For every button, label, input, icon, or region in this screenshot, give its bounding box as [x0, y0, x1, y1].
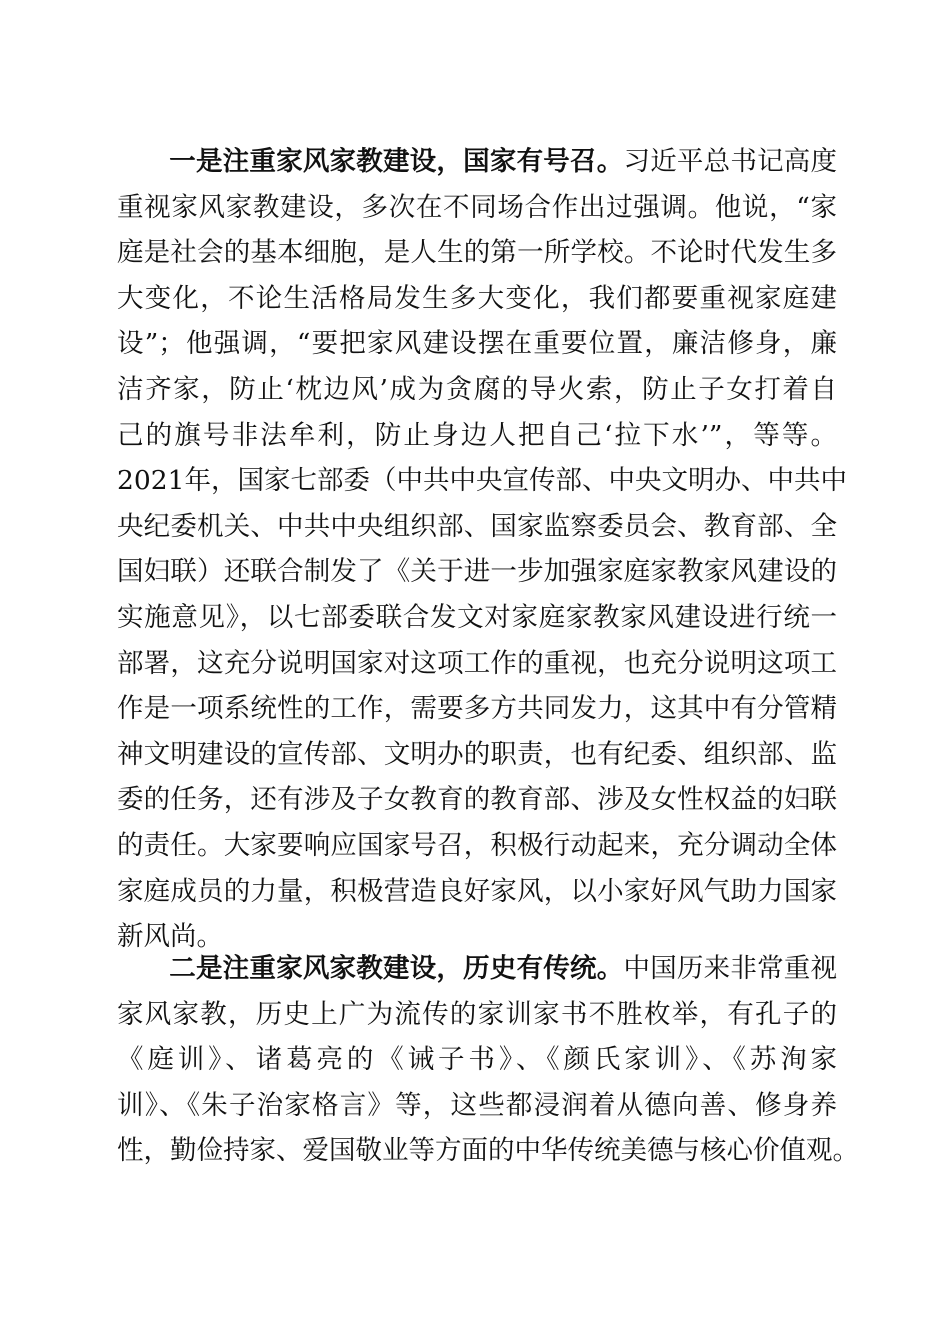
paragraph-national-call [117, 139, 847, 960]
paragraph-lead-heading: 一是注重家风家教建设，国家有号召。 [169, 146, 624, 177]
paragraph-line: 庭是社会的基本细胞，是人生的第一所学校。不论时代发生多 [117, 237, 837, 269]
paragraph-line: 实施意见》，以七部委联合发文对家庭家教家风建设进行统一 [117, 601, 837, 633]
paragraph-text: 习近平总书记高度 [623, 146, 838, 177]
paragraph-text: 中国历来非常重视 [623, 953, 838, 984]
paragraph-line: 神文明建设的宣传部、文明办的职责，也有纪委、组织部、监 [117, 738, 837, 770]
paragraph-line: 设”；他强调，“要把家风建设摆在重要位置，廉洁修身，廉 [117, 328, 837, 360]
paragraph-line: 2021年，国家七部委（中共中央宣传部、中央文明办、中共中 [117, 465, 847, 497]
paragraph-line: 家庭成员的力量，积极营造良好家风，以小家好风气助力国家 [117, 875, 837, 907]
paragraph-line [117, 139, 837, 185]
paragraph-line: 家风家教，历史上广为流传的家训家书不胜枚举，有孔子的 [117, 998, 837, 1030]
paragraph-line: 的责任。大家要响应国家号召，积极行动起来，充分调动全体 [117, 829, 837, 861]
paragraph-line: 大变化，不论生活格局发生多大变化，我们都要重视家庭建 [117, 282, 837, 314]
paragraph-line: 性，勤俭持家、爱国敬业等方面的中华传统美德与核心价值观。 [117, 1135, 859, 1167]
paragraph-line: 作是一项系统性的工作，需要多方共同发力，这其中有分管精 [117, 693, 837, 725]
paragraph-line: 重视家风家教建设，多次在不同场合作出过强调。他说，“家 [117, 191, 837, 223]
paragraph-line: 己的旗号非法牟利，防止身边人把自己‘拉下水’”，等等。 [117, 419, 837, 451]
paragraph-line: 训》、《朱子治家格言》等，这些都浸润着从德向善、修身养 [117, 1089, 837, 1121]
paragraph-line: 洁齐家，防止‘枕边风’成为贪腐的导火索，防止子女打着自 [117, 373, 837, 405]
paragraph-line: 央纪委机关、中共中央组织部、国家监察委员会、教育部、全 [117, 510, 837, 542]
paragraph-lead-heading: 二是注重家风家教建设，历史有传统。 [169, 953, 624, 984]
paragraph-line: 部署，这充分说明国家对这项工作的重视，也充分说明这项工 [117, 647, 837, 679]
paragraph-line: 新风尚。 [117, 921, 223, 953]
paragraph-line: 委的任务，还有涉及子女教育的教育部、涉及女性权益的妇联 [117, 784, 837, 816]
paragraph-historical-tradition [117, 946, 859, 1174]
paragraph-line [117, 946, 837, 992]
paragraph-line: 国妇联）还联合制发了《关于进一步加强家庭家教家风建设的 [117, 556, 837, 588]
paragraph-line: 《庭训》、诸葛亮的《诫子书》、《颜氏家训》、《苏洵家 [117, 1044, 837, 1076]
